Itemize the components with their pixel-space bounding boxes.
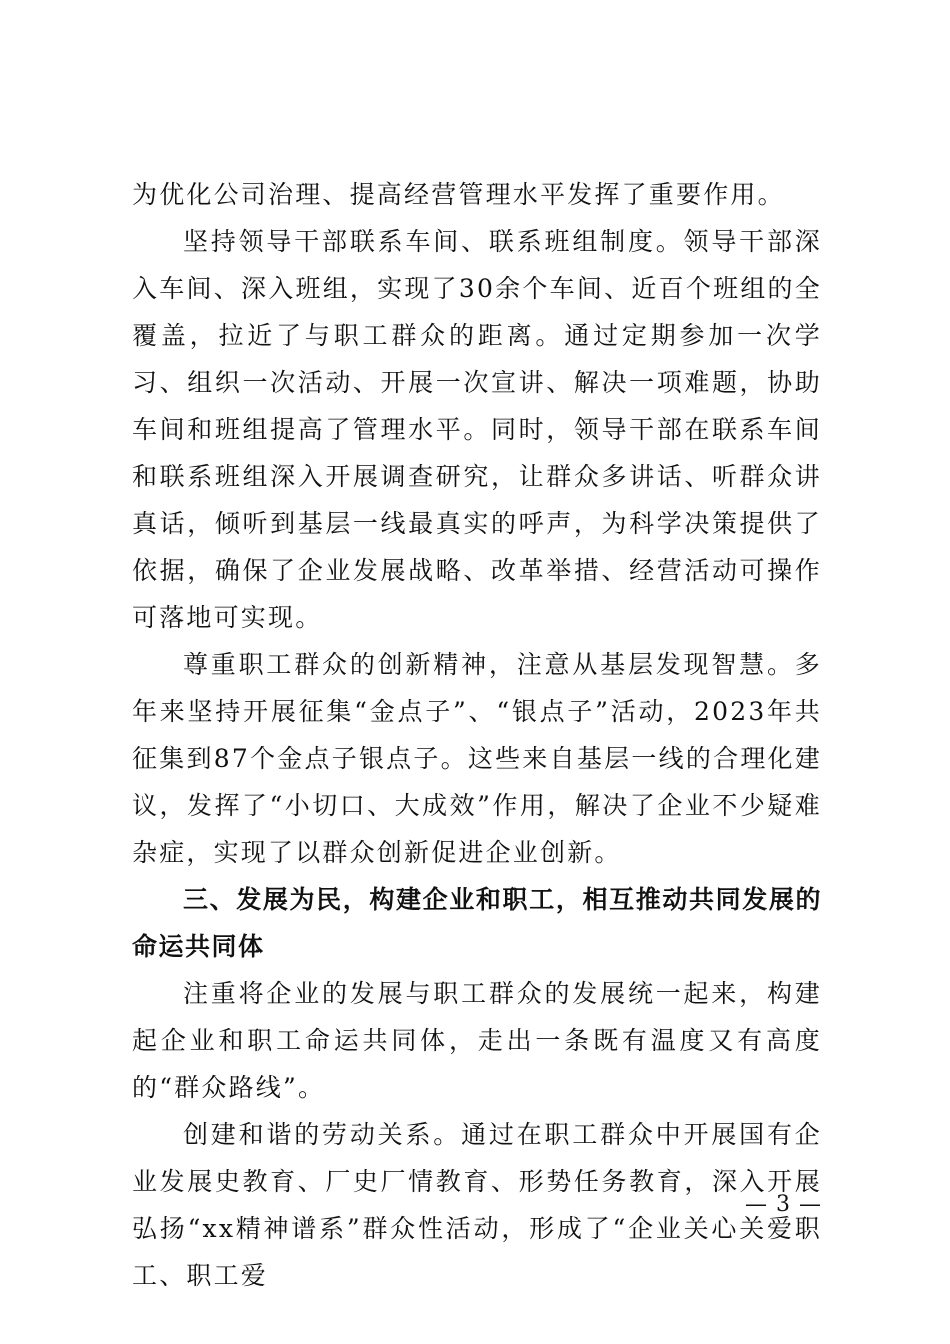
- paragraph-innovation: 尊重职工群众的创新精神，注意从基层发现智慧。多年来坚持开展征集“金点子”、“银点子”活动，2023年共征集到87个金点子银点子。这些来自基层一线的合理化建议，发挥了“小切口、大成效”作用，解决了企业不少疑难杂症，实现了以群众创新促进企业创新。: [132, 650, 822, 867]
- paragraph-continuation: 为优化公司治理、提高经营管理水平发挥了重要作用。: [132, 180, 785, 209]
- page-number: — 3 —: [745, 1192, 822, 1217]
- paragraph-labor-relations: 创建和谐的劳动关系。通过在职工群众中开展国有企业发展史教育、厂史厂情教育、形势任务教育，深入开展弘扬“xx精神谱系”群众性活动，形成了“企业关心关爱职工、职工爱: [132, 1120, 822, 1290]
- section-heading-three: 三、发展为民，构建企业和职工，相互推动共同发展的命运共同体: [132, 885, 822, 961]
- document-body: [132, 171, 822, 1299]
- paragraph-community: 注重将企业的发展与职工群众的发展统一起来，构建起企业和职工命运共同体，走出一条既有温度又有高度的“群众路线”。: [132, 979, 822, 1102]
- paragraph-leader-contact: 坚持领导干部联系车间、联系班组制度。领导干部深入车间、深入班组，实现了30余个车间、近百个班组的全覆盖，拉近了与职工群众的距离。通过定期参加一次学习、组织一次活动、开展一次宣讲、解决一项难题，协助车间和班组提高了管理水平。同时，领导干部在联系车间和联系班组深入开展调查研究，让群众多讲话、听群众讲真话，倾听到基层一线最真实的呼声，为科学决策提供了依据，确保了企业发展战略、改革举措、经营活动可操作可落地可实现。: [132, 227, 822, 632]
